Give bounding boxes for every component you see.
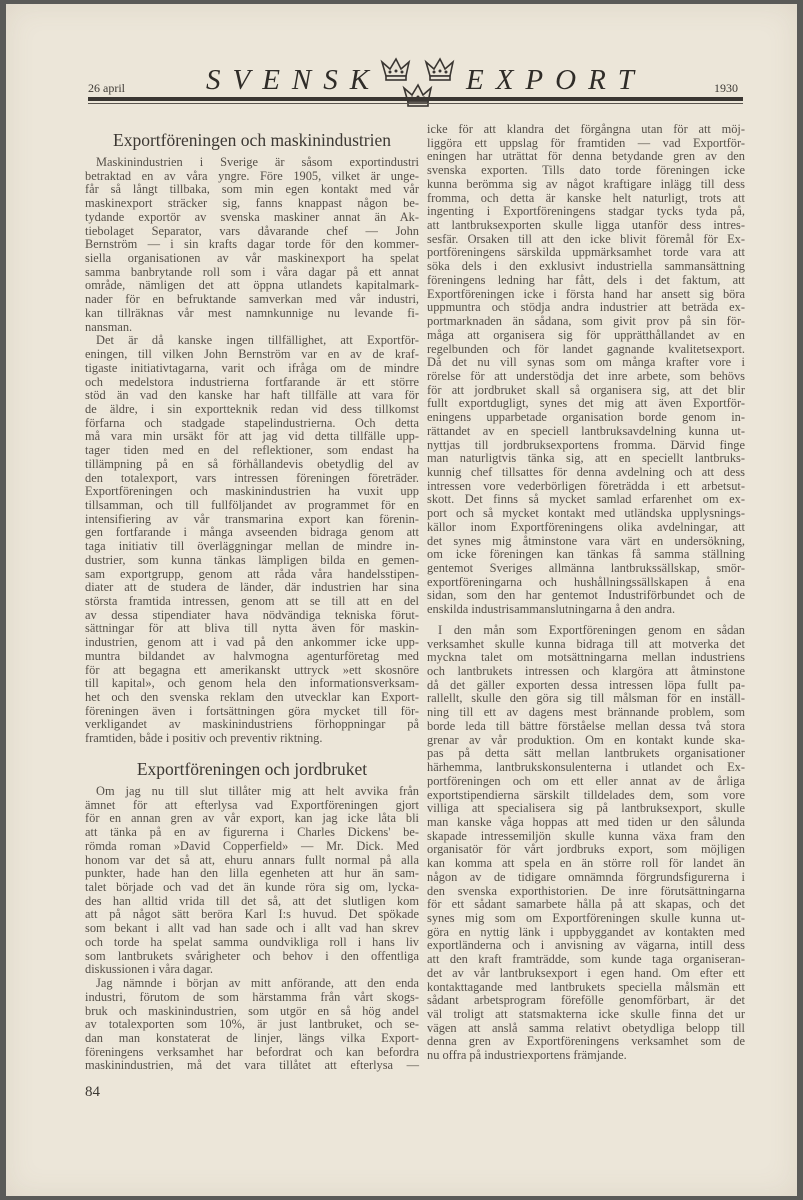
text-line: industrien, genom att i vad på den ankommer icke upp- [85,635,419,650]
text-line: organisatör för vårt jordbruks export, som möjligen [427,842,745,857]
text-line: samma banbrytande roll som i våra dagar på ett annat [85,264,419,279]
text-line: måga att organisera sig för upprätthållandet av en [427,327,745,342]
text-line: industri, förutom de som härstamma från vårt skogs- [85,989,419,1004]
text-line: intensifiering av vår transmarina export kan förenin- [85,511,419,526]
text-line: område, nämligen det att öppna utlandets kapitalmark- [85,278,419,293]
article-heading-machine-industry: Exportföreningen och maskinindustrien [113,130,391,150]
text-line: rättandet av en speciell lantbruksavdelning kunna ut- [427,423,745,438]
page-number: 84 [85,1084,100,1100]
text-line: nyttjas till jordbruksexportens fromma. Därvid finge [427,437,745,452]
text-line: om icke föreningen kan tänkas få samma ställning [427,547,745,562]
text-line: föreningen även i fortsättningen göra mycket till för- [85,703,419,718]
text-line: någon av de tidigare omnämnda förgrundsfigurerna i [427,869,745,884]
text-line: förfarna och stadgade stapelindustrierna. Och detta [85,415,419,430]
text-line: Då det nu vill synas som om många krafter vore i [427,355,745,370]
text-line: gen fortfarande i många avseenden bidraga genom att [85,525,419,540]
text-line: nu offra på industriexportens främjande. [427,1048,627,1063]
text-line: I den mån som Exportföreningen genom en sådan [438,622,745,637]
text-line: framtiden, både i positiv och preventiv riktning. [85,731,323,746]
text-line: portmarknaden än sådana, som givit prov på sin för- [427,314,745,329]
text-line: för ett sådant samarbete hålla på att skapas, och det [427,897,745,912]
text-line: dan man konstaterat de linjer, längs vilka Export- [85,1030,419,1045]
text-line: exportländerna och i anvisning av vägarna, intill dess [427,938,745,953]
text-line: föreningens verksamhet har befordrat och kan befordra [85,1044,419,1059]
text-line: Om jag nu till slut tillåter mig att helt avvika från [96,784,419,798]
text-line: svenska exporten. Tills dato torde föreningen icke [427,163,745,178]
issue-year: 1930 [714,81,738,95]
paragraph [85,785,419,977]
text-line: eningen, till vilken John Bernström var en av de kraf- [85,347,419,362]
text-line: honom var det så att, ehuru annars fullt normal på alla [85,852,419,867]
left-column-section-2 [85,785,419,1073]
text-line: tiebolaget Separator, vars dåvarande chef — John [85,223,419,238]
paragraph [427,624,745,1063]
text-line: då det gäller exporten dessa intressen löpa fullt pa- [427,677,745,692]
text-line: het och den svenska reklam den utvecklar kan Export- [85,690,419,705]
text-line: som bekant i allt vad han sade och i allt vad han skrev [85,921,419,936]
text-line: uppmuntra och stödja andra industrier att beträda ex- [427,300,745,315]
text-line: den totalexport, vars intressen föreningen företräder. [85,470,419,485]
text-line: att lantbruksexporten skulle ligga utanför dess intres- [427,218,745,233]
masthead-title-right: EXPORT [466,64,646,96]
text-line: kontakttagande med lantbrukets speciella målsmän ett [427,979,745,994]
text-line: göra en nyttig länk i uppbyggandet av kontakten med [427,924,745,939]
text-line: det synes mig åtminstone vara värt en undersökning, [427,533,745,548]
text-line: ingenting i Exportföreningens stadgar tycks tyda på, [427,204,745,219]
text-line: punkter, hade han den lilla egenheten att hur än sam- [85,866,419,881]
text-line: för att begagna ett amerikanskt uttryck »ett skosnöre [85,662,419,677]
text-line: fullt exportdugligt, synes det mig att även Exportför- [427,396,745,411]
text-line: största framtida intressen, genom att se till att en del [85,594,419,608]
text-line: dustrier, som kunna tänkas lämpligen bilda en gemen- [85,552,419,567]
text-line: talet började och vad det än kunde röra sig om, lycka- [85,880,419,895]
text-line: ning till ett av dagens mest brännande problem, som [427,705,745,720]
text-line: söka dels i den exklusivt industriella sammansättning [427,259,745,274]
text-line: väl troligt att statsmakterna icke skulle finna det ur [427,1007,745,1021]
text-line: taga initiativ till överläggningar mellan de mindre in- [85,539,419,554]
text-line: man kanske våga hoppas att med tiden ur den sålunda [427,814,745,829]
left-column-section-1 [85,156,419,746]
text-line: Exportföreningen icke i första hand har ansett sig böra [427,286,745,301]
text-line: eningens upparbetade organisation borde genom in- [427,410,745,425]
text-line: icke för att klandra det förgångna utan för att möj- [427,122,745,136]
text-line: vägen att anslå samma relativt obetydliga belopp till [427,1020,745,1035]
text-line: exportstipendierna särskilt tilldelades dem, som vore [427,787,745,802]
text-line: rörelse för att understödja det inre arbete, som behövs [427,368,745,383]
text-line: av dessa stipendiater hava nödvändiga tekniska förut- [85,607,419,622]
issue-date: 26 april [88,81,125,95]
text-line: sidan, som den har gentemot Industriförbundet och de [427,588,745,603]
text-line: att tänka på en av figurerna i Charles Dickens' be- [85,825,419,840]
text-line: muntra bildandet av halvmogna agenturföretag med [85,648,419,663]
text-line: skapade intressemiljön skulle kunna växa fram den [427,828,745,843]
text-line: föreningens ledning har fått, dels i det faktum, att [427,272,745,287]
text-line: av totalexporten som 10%, är just lantbruket, och se- [85,1017,419,1032]
paragraph [427,123,745,617]
text-line: betraktad en av våra yngre. Före 1905, vilket är unge- [85,168,419,183]
text-line: myckna talet om motsättningarna mellan industriens [427,650,745,665]
text-line: sådant arbetsprogram förefölle genomförbart, är det [427,993,745,1008]
text-line: liggöra ett uppslag för framtiden — vad Exportför- [427,135,745,150]
magazine-page [6,4,797,1196]
text-line: fromma, och detta är kanske helt naturligt, trots att [427,190,745,205]
text-line: för en annan gren av vår export, kan jag icke låta bli [85,811,419,826]
text-line: Bernström — i sin krafts dagar torde för den kommer- [85,237,419,252]
text-line: borde leda till bättre förståelse mellan dessa två stora [427,718,745,733]
text-line: får så långt tillbaka, som min egen kontakt med vår [85,182,419,197]
text-line: och lantbrukets intressen och klargöra att åtminstone [427,664,745,679]
text-line: och torde ha spelat samma oundvikliga roll i hans liv [85,934,419,949]
text-line: tager tiden med en del reflektioner, som endast ha [85,443,419,458]
article-heading-agriculture: Exportföreningen och jordbruket [136,759,368,779]
paragraph [85,977,419,1073]
text-line: ämnet för att efterlysa vad Exportföreningen gjort [85,797,419,812]
text-line: det av vår lantbruksexport i egen hand. Om efter ett [427,965,745,980]
text-line: portföreningens särskilda uppmärksamhet torde vara att [427,245,745,260]
text-line: härhemma, lantbrukskonsulenterna i utlandet och Ex- [427,760,745,775]
text-line: portföreningen och om ett eller annat av de årliga [427,773,745,788]
text-line: de äldre, i sin exportteknik redan vid dess tillkomst [85,401,419,416]
text-line: des han alltid vrida till det så, att det slutligen kom [85,893,419,908]
text-line: synes mig som om Exportföreningen skulle kunna ut- [427,910,745,925]
text-line: att den kraft framträdde, som kunde taga organiseran- [427,952,745,967]
text-line: exportföreningarna och hushållningssällskapen å ena [427,574,745,589]
text-line: kunnig chef tillsattes för denna avdelning och att dess [427,464,745,479]
masthead-rule-thin [88,103,743,104]
text-line: sam exportgrupp, genom att råda våra handelsstipen- [85,566,419,581]
text-line: grenar av vår produktion. Om en kontakt kunde ska- [427,732,745,747]
text-line: eningen har uträttat för denna betydande gren av den [427,149,745,164]
text-line: tillämpning på en så förhållandevis obetydlig del av [85,456,419,471]
text-line: rallellt, skulle den göra sig till målsman för en inställ- [427,691,745,706]
text-line: Jag nämnde i början av mitt anförande, att den enda [96,976,419,991]
text-line: bruk och maskinindustrien, som utgör en så hög andel [85,1003,419,1018]
text-line: må vara min ursäkt för att jag vid detta tillfälle upp- [85,429,419,444]
text-line: römda roman »David Copperfield» — Mr. Dick. Med [85,838,419,853]
text-line: nansman. [85,319,133,334]
text-line: intressen vore vederbörligen företrädda i ett arbetsut- [427,478,745,493]
text-line: pas på detta sätt mellan lantbrukets organisationer [427,746,745,761]
text-line: sesfär. Orsaken till att den icke blivit föremål för Ex- [427,231,745,246]
text-line: till kapital», och genom hela den informationsverksam- [85,676,419,691]
text-line: skott. Det finns så mycket samlad erfarenhet om ex- [427,492,745,507]
text-line: enskilda industrisammanslutningarna å den andra. [427,602,676,617]
paragraph [85,334,419,746]
text-line: verksamhet skulle kunna bidraga till att motverka det [427,636,745,651]
text-line: gentemot Sveriges allmänna lantbrukssällskap, smör- [427,561,745,575]
text-line: att på något sätt beröra Karl I:s huvud. Det spökade [85,907,419,922]
text-line: maskinindustrien, må det vara tillåtet att efterlysa — [85,1058,419,1073]
masthead-title-left: SVENSK [206,64,382,96]
text-line: kan komma att spela en än större roll för landet än [427,856,745,871]
text-line: port och så mycket kontakt med utländska upplysnings- [427,506,745,521]
text-line: kan tillräknas vår mest namnkunnige nu levande fi- [85,305,419,320]
text-line: nader för en befruktande samverkan med vår industri, [85,292,419,307]
text-line: och medelstora industrierna fortfarande är ett större [85,374,419,389]
text-line: källor inom Exportföreningens olika avdelningar, att [427,519,745,534]
text-line: som lantbrukets svårigheter och behov i den offentliga [85,948,419,963]
text-line: kunna berömma sig av något kraftigare inlägg till dess [427,176,745,191]
text-line: verkligandet av maskinindustriens förhoppningar på [85,717,419,732]
text-line: Exportföreningen och maskinindustrien ha vuxit upp [85,484,419,499]
text-line: regelbunden och för landet gagnande kvalitetsexport. [427,341,745,356]
text-line: tydande exportör av svenska maskiner annat än Ak- [85,209,419,224]
text-line: tillsamman, och till fullföljandet av programmet för en [85,497,419,512]
text-line: tigaste initiativtagarna, varit och ifråga om de mindre [85,360,419,375]
text-line: Maskinindustrien i Sverige är såsom exportindustri [96,155,419,169]
text-line: Det är då kanske ingen tillfällighet, att Exportför- [96,333,419,348]
text-line: stöd än vad den kanske har haft tillfälle att vara för [85,388,419,403]
text-line: maskinexport sträcker sig, fanns knappast någon be- [85,196,419,211]
text-line: sättningar för att bliva till nytta även för maskin- [85,621,419,636]
text-line: diater att de studera de länder, där industrien har sina [85,580,419,595]
text-line: diskussionen i våra dagar. [85,962,214,977]
text-line: denna gren av Exportföreningens verksamhet som de [427,1034,745,1049]
text-line: man naturligtvis tänka sig, att en speciellt lantbruks- [427,451,745,466]
text-line: för att jordbruket skall så organisera sig, att det blir [427,382,745,397]
text-line: den svenska exporthistorien. De inre förutsättningarna [427,883,745,898]
text-line: villiga att specialisera sig på lantbruksexport, skulle [427,801,745,816]
masthead-rule [88,97,743,101]
paragraph [85,156,419,334]
text-line: siella organisationen av vår maskinexport ha spelat [85,251,419,266]
right-column [427,123,745,1063]
